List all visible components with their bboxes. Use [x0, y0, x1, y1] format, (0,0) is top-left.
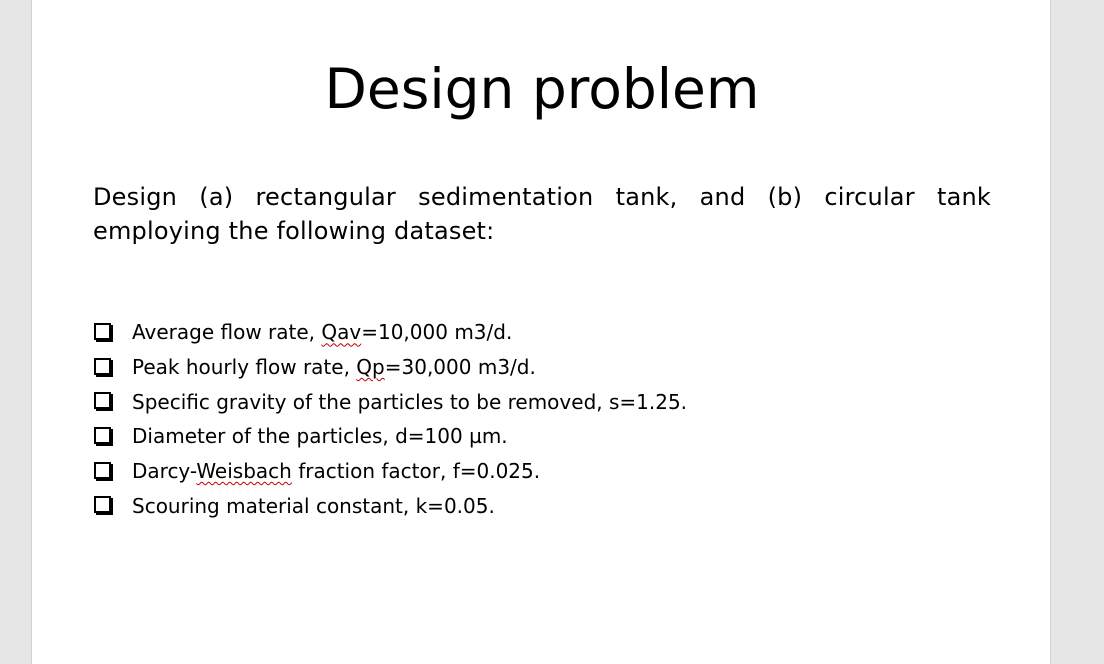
dataset-list	[94, 315, 687, 523]
page-title: Design problem	[324, 57, 760, 121]
spellcheck-flag[interactable]: Weisbach	[196, 459, 292, 484]
list-item	[94, 384, 687, 419]
checkbox-bullet-icon	[94, 323, 111, 340]
list-item	[94, 315, 687, 350]
checkbox-bullet-icon	[94, 427, 111, 444]
spellcheck-flag[interactable]: Qav	[321, 320, 362, 345]
document-page	[31, 0, 1051, 664]
intro-paragraph: Design (a) rectangular sedimentation tank, and (b) circular tank employing the following dataset:	[93, 183, 991, 245]
list-item	[94, 454, 687, 489]
list-item-text: Specific gravity of the particles to be removed, s=1.25.	[132, 389, 688, 414]
list-item-text: Diameter of the particles, d=100 µm.	[132, 424, 508, 449]
checkbox-bullet-icon	[94, 496, 111, 513]
list-item	[94, 419, 687, 454]
list-item	[94, 350, 687, 385]
spellcheck-flag[interactable]: Qp	[356, 355, 385, 380]
list-item-text: Scouring material constant, k=0.05.	[132, 493, 495, 518]
list-item-text: Darcy-Weisbach fraction factor, f=0.025.	[132, 459, 541, 484]
checkbox-bullet-icon	[94, 462, 111, 479]
list-item-text: Peak hourly flow rate, Qp=30,000 m3/d.	[132, 355, 536, 380]
list-item	[94, 488, 687, 523]
list-item-text: Average flow rate, Qav=10,000 m3/d.	[132, 320, 513, 345]
checkbox-bullet-icon	[94, 392, 111, 409]
checkbox-bullet-icon	[94, 358, 111, 375]
